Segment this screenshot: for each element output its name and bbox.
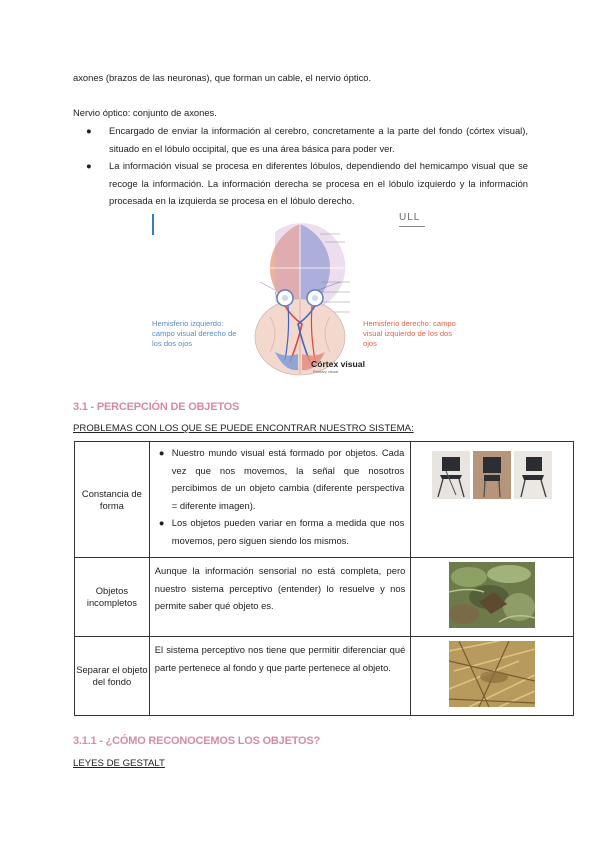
problems-table (74, 441, 574, 716)
bullet-dot-icon: ● (158, 517, 165, 528)
cursor-caret (152, 214, 154, 235)
cortex-visual-label: Córtex visual (311, 359, 365, 369)
row-label: Separar el objeto del fondo (75, 637, 150, 716)
nervio-optico-heading: Nervio óptico: conjunto de axones. (73, 107, 217, 118)
left-hemisphere-caption: Hemisferio izquierdo: campo visual derecho de los dos ojos (152, 319, 237, 348)
row-label: Objetos incompletos (75, 558, 150, 637)
bullet-dot-icon: ● (86, 125, 92, 136)
row-label: Constancia de forma (75, 442, 150, 558)
bullet-dot-icon: ● (158, 447, 165, 458)
row-image-cell (411, 637, 574, 716)
ull-logo-underline (399, 226, 425, 227)
bullet-item (86, 157, 528, 210)
row-text: El sistema perceptivo nos tiene que permitir diferenciar qué parte pertenece al fondo y que parte pertenece al objeto. (154, 644, 406, 673)
row-content (149, 558, 411, 637)
row-text: Aunque la información sensorial no está completa, pero nuestro sistema perceptivo (entender) lo resuelve y nos permite saber qué objeto es. (154, 565, 406, 611)
bullet-item (86, 122, 528, 157)
row-content (149, 637, 411, 716)
ull-logo: ULL (399, 212, 421, 223)
intro-line: axones (brazos de las neuronas), que forman un cable, el nervio óptico. (73, 72, 372, 83)
table-row (75, 637, 574, 716)
camouflage-foliage-photo (449, 562, 535, 628)
chairs-photo (432, 451, 552, 499)
subsection-title: 3.1.1 - ¿CÓMO RECONOCEMOS LOS OBJETOS? (73, 735, 321, 747)
table-row (75, 442, 574, 558)
list-item (158, 514, 405, 549)
table-row (75, 558, 574, 637)
problems-title: PROBLEMAS CON LOS QUE SE PUEDE ENCONTRAR NUESTRO SISTEMA: (73, 423, 414, 434)
camouflage-straw-photo (449, 641, 535, 707)
right-hemisphere-caption: Hemisferio derecho: campo visual izquierdo de los dos ojos (363, 319, 456, 348)
bullet-text: La información visual se procesa en diferentes lóbulos, dependiendo del hemicampo visual que se recoge la información. La información derecha se procesa en el lóbulo izquierdo y la información procesada en la izquierda se procesa en el lóbulo derecho. (109, 160, 528, 206)
bullet-text: Encargado de enviar la información al cerebro, concretamente a la parte del fondo (córtex visual), situado en el lóbulo occipital, que es una área básica para poder ver. (109, 125, 528, 154)
bullet-dot-icon: ● (86, 160, 92, 171)
gestalt-title: LEYES DE GESTALT (73, 758, 165, 769)
visual-pathway-figure (230, 212, 430, 377)
row-image-cell (411, 442, 574, 558)
section-title: 3.1 - PERCEPCIÓN DE OBJETOS (73, 401, 240, 413)
list-item (158, 444, 405, 514)
cortex-visual-sublabel: Primary visual (313, 369, 339, 374)
list-item-text: Nuestro mundo visual está formado por objetos. Cada vez que nos movemos, la señal que nosotros percibimos de un objeto cambia (diferente perspectiva = diferente imagen). (171, 447, 405, 511)
row-image-cell (411, 558, 574, 637)
row-content (149, 442, 411, 558)
list-item-text: Los objetos pueden variar en forma a medida que nos movemos, pero siguen siendo los mismos. (171, 517, 405, 546)
